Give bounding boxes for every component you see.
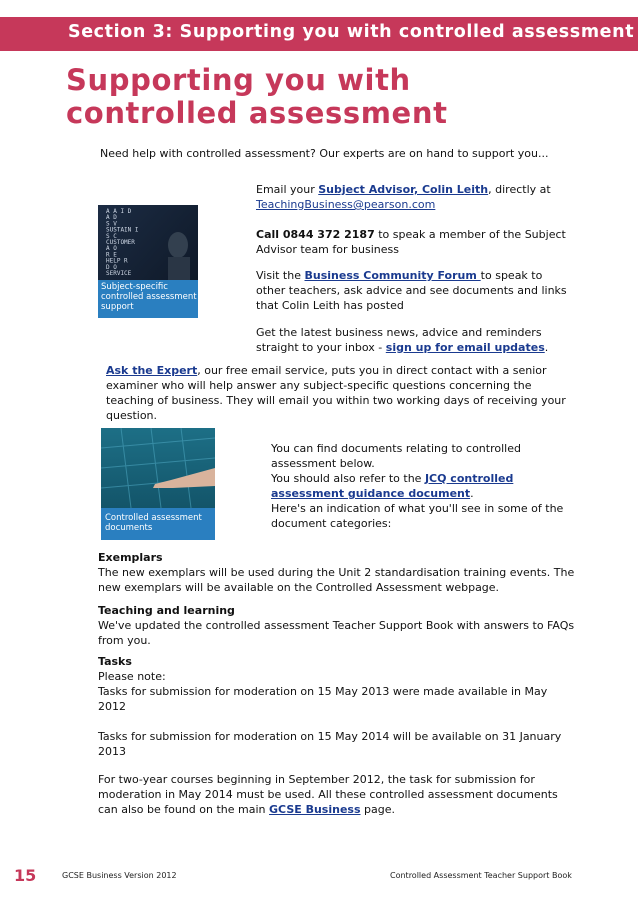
teaching-learning-section: [98, 603, 578, 648]
task-item-2: Tasks for submission for moderation on 15 May 2014 will be available on 31 January 2013: [98, 730, 562, 758]
tasks-final-text: For two-year courses beginning in September 2012, the task for submission for moderation in May 2014 must be used. All these controlled assessment documents can also be found on the main: [98, 773, 558, 816]
business-community-forum-link[interactable]: Business Community Forum: [304, 269, 481, 282]
contact-forum: [256, 268, 574, 313]
ask-the-expert-link[interactable]: Ask the Expert: [106, 364, 198, 377]
controlled-assessment-documents-image: [101, 428, 215, 540]
documents-image-caption: Controlled assessment documents: [105, 513, 202, 533]
exemplars-title: Exemplars: [98, 551, 163, 564]
crossword-line: A O: [106, 245, 117, 253]
intro-text: Need help with controlled assessment? Our experts are on hand to support you...: [100, 147, 549, 160]
support-image-caption: Subject-specific controlled assessment support: [101, 282, 197, 312]
tasks-title: Tasks: [98, 655, 132, 668]
crossword-line: A D: [106, 214, 117, 222]
documents-intro: You can find documents relating to controlled assessment below.: [271, 442, 521, 470]
forum-prefix: Visit the: [256, 269, 305, 282]
crossword-line: HELP R: [106, 257, 128, 265]
tasks-final-suffix: page.: [360, 803, 395, 816]
tasks-note: Please note:: [98, 670, 166, 683]
contact-email: [256, 182, 576, 212]
teaching-learning-title: Teaching and learning: [98, 604, 235, 617]
crossword-line: SUSTAIN I: [106, 226, 139, 234]
email-suffix: , directly at: [488, 183, 551, 196]
forum-text: to speak to other teachers, ask advice and see documents and links that Colin Leith has posted: [256, 269, 567, 312]
crossword-line: S V: [106, 220, 117, 228]
tasks-final-note: [98, 772, 578, 817]
documents-categories-note: Here's an indication of what you'll see in some of the document categories:: [271, 502, 564, 530]
phone-number: Call 0844 372 2187: [256, 228, 375, 241]
ask-the-expert-text: [106, 363, 568, 423]
teaching-learning-text: We've updated the controlled assessment Teacher Support Book with answers to FAQs from you.: [98, 619, 575, 647]
jcq-guidance-link[interactable]: JCQ controlled assessment guidance document: [271, 472, 514, 500]
updates-text: Get the latest business news, advice and reminders straight to your inbox -: [256, 326, 542, 354]
exemplars-text: The new exemplars will be used during the Unit 2 standardisation training events. The new exemplars will be available on the Controlled Assessment webpage.: [98, 566, 575, 594]
section-banner-title: Section 3: Supporting you with controlled assessment: [68, 22, 635, 42]
task-item-1: Tasks for submission for moderation on 15 May 2013 were made available in May 2012: [98, 685, 548, 713]
expert-description: , our free email service, puts you in direct contact with a senior examiner who will help answer any subject-specific questions concerning the teaching of business. They will email you within two working days of receiving your question.: [106, 364, 566, 422]
exemplars-section: [98, 550, 578, 595]
email-updates-link[interactable]: sign up for email updates: [385, 341, 545, 354]
crossword-line: R E: [106, 251, 117, 259]
subject-advisor-link[interactable]: Subject Advisor, Colin Leith: [318, 183, 489, 196]
updates-suffix: .: [544, 341, 549, 354]
crossword-line: CUSTOMER: [106, 239, 135, 246]
documents-jcq: [271, 471, 561, 501]
teaching-business-email-link[interactable]: TeachingBusiness@pearson.com: [256, 198, 436, 211]
page-heading: Supporting you with controlled assessment: [66, 63, 448, 130]
footer-right-text: Controlled Assessment Teacher Support Book: [390, 871, 572, 880]
call-text: to speak a member of the Subject Advisor team for business: [256, 228, 566, 256]
crossword-line: D O: [106, 263, 117, 271]
subject-support-image: [98, 205, 198, 318]
section-banner: [0, 17, 638, 51]
contact-updates: [256, 325, 556, 355]
contact-call: [256, 227, 566, 257]
crossword-line: A A I D: [106, 208, 132, 215]
email-prefix: Email your: [256, 183, 319, 196]
footer-left-text: GCSE Business Version 2012: [62, 871, 177, 880]
crossword-line: S C: [106, 232, 117, 240]
tasks-section: [98, 654, 578, 684]
page-number: 15: [14, 866, 37, 885]
jcq-prefix: You should also refer to the: [271, 472, 425, 485]
crossword-line: SERVICE: [106, 270, 132, 277]
jcq-suffix: .: [470, 487, 474, 500]
gcse-business-link[interactable]: GCSE Business: [269, 803, 361, 816]
